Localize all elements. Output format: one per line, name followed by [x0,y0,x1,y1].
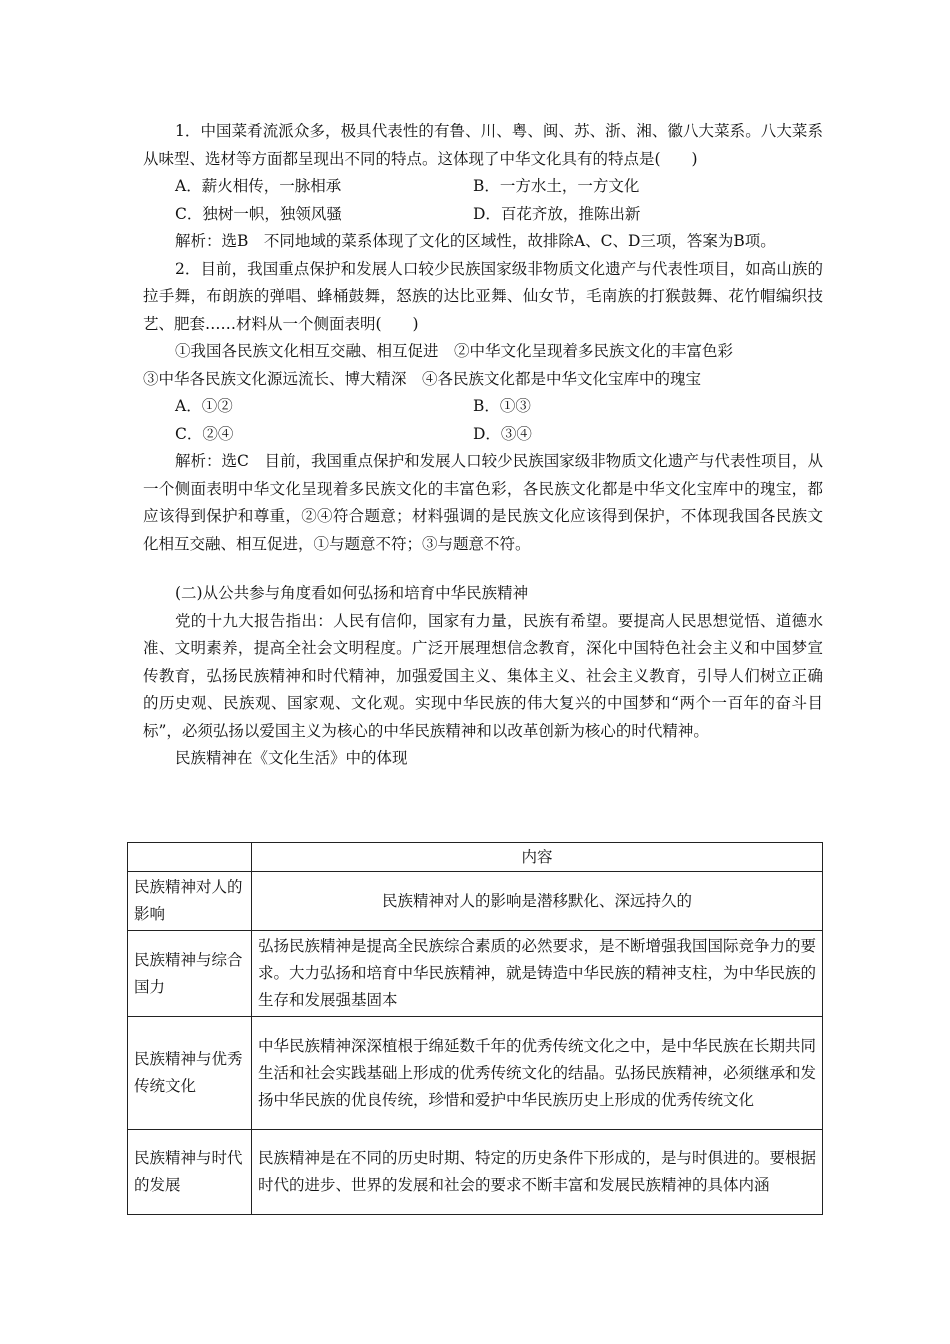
section-heading: (二)从公共参与角度看如何弘扬和培育中华民族精神 [175,584,529,602]
row-value: 民族精神是在不同的历史时期、特定的历史条件下形成的，是与时俱进的。要根据时代的进步、世界的发展和社会的要求不断丰富和发展民族精神的具体内涵 [252,1130,823,1215]
question-2-analysis: 解析：选C 目前，我国重点保护和发展人口较少民族国家级非物质文化遗产与代表性项目，从一个侧面表明中华文化呈现着多民族文化的丰富色彩，各民族文化都是中华文化宝库中的瑰宝，都应该得到保护和尊重，②④符合题意；材料强调的是民族文化应该得到保护，不体现我国各民族文化相互交融、相互促进，①与题意不符；③与题意不符。 [143,452,823,553]
question-1-stem: 1．中国菜肴流派众多，极具代表性的有鲁、川、粤、闽、苏、浙、湘、徽八大菜系。八大菜系从味型、选材等方面都呈现出不同的特点。这体现了中华文化具有的特点是( ) [143,122,823,168]
question-1-options-row-1 [143,173,823,201]
option-a: A．①② [175,397,233,415]
question-1-analysis: 解析：选B 不同地域的菜系体现了文化的区域性，故排除A、C、D三项，答案为B项。 [175,232,776,250]
row-key: 民族精神对人的影响 [128,872,252,931]
row-key: 民族精神与综合国力 [128,931,252,1017]
option-b: B．一方水土，一方文化 [473,177,640,195]
row-key: 民族精神与时代的发展 [128,1130,252,1215]
question-2-stem: 2．目前，我国重点保护和发展人口较少民族国家级非物质文化遗产与代表性项目，如高山族的拉手舞，布朗族的弹唱、蜂桶鼓舞，怒族的达比亚舞、仙女节，毛南族的打猴鼓舞、花竹帽编织技艺、肥套……材料从一个侧面表明( ) [143,259,823,333]
table-row [128,872,823,931]
row-value: 中华民族精神深深植根于绵延数千年的优秀传统文化之中，是中华民族在长期共同生活和社会实践基础上形成的优秀传统文化的结晶。弘扬民族精神，必须继承和发扬中华民族的优良传统，珍惜和爱护中华民族历史上形成的优秀传统文化 [252,1017,823,1130]
table-row [128,931,823,1017]
option-d: D．③④ [473,424,532,443]
table-header-blank [128,843,252,872]
question-2-options-row-2 [143,421,823,449]
option-d: D．百花齐放，推陈出新 [473,204,641,223]
option-c: C．独树一帜，独领风骚 [175,204,342,223]
spirit-table [127,842,823,1215]
option-b: B．①③ [473,397,531,415]
option-a: A．薪火相传，一脉相承 [175,177,342,195]
question-2-statements-2: ③中华各民族文化源远流长、博大精深 ④各民族文化都是中华文化宝库中的瑰宝 [143,369,702,388]
question-1-options-row-2 [143,201,823,229]
table-row [128,1017,823,1130]
table-header-content: 内容 [252,843,823,872]
question-2-statements-1: ①我国各民族文化相互交融、相互促进 ②中华文化呈现着多民族文化的丰富色彩 [175,342,734,360]
row-value: 民族精神对人的影响是潜移默化、深远持久的 [252,872,823,931]
table-title: 民族精神在《文化生活》中的体现 [175,749,408,767]
document-body [143,118,823,773]
table-header-row [128,843,823,872]
row-value: 弘扬民族精神是提高全民族综合素质的必然要求，是不断增强我国国际竞争力的要求。大力弘扬和培育中华民族精神，就是铸造中华民族的精神支柱，为中华民族的生存和发展强基固本 [252,931,823,1017]
table-row [128,1130,823,1215]
question-2-options-row-1 [143,393,823,421]
section-body: 党的十九大报告指出：人民有信仰，国家有力量，民族有希望。要提高人民思想觉悟、道德水准、文明素养，提高全社会文明程度。广泛开展理想信念教育，深化中国特色社会主义和中国梦宣传教育，弘扬民族精神和时代精神，加强爱国主义、集体主义、社会主义教育，引导人们树立正确的历史观、民族观、国家观、文化观。实现中华民族的伟大复兴的中国梦和“两个一百年的奋斗目标”，必须弘扬以爱国主义为核心的中华民族精神和以改革创新为核心的时代精神。 [143,611,823,740]
option-c: C．②④ [175,424,234,443]
row-key: 民族精神与优秀传统文化 [128,1017,252,1130]
